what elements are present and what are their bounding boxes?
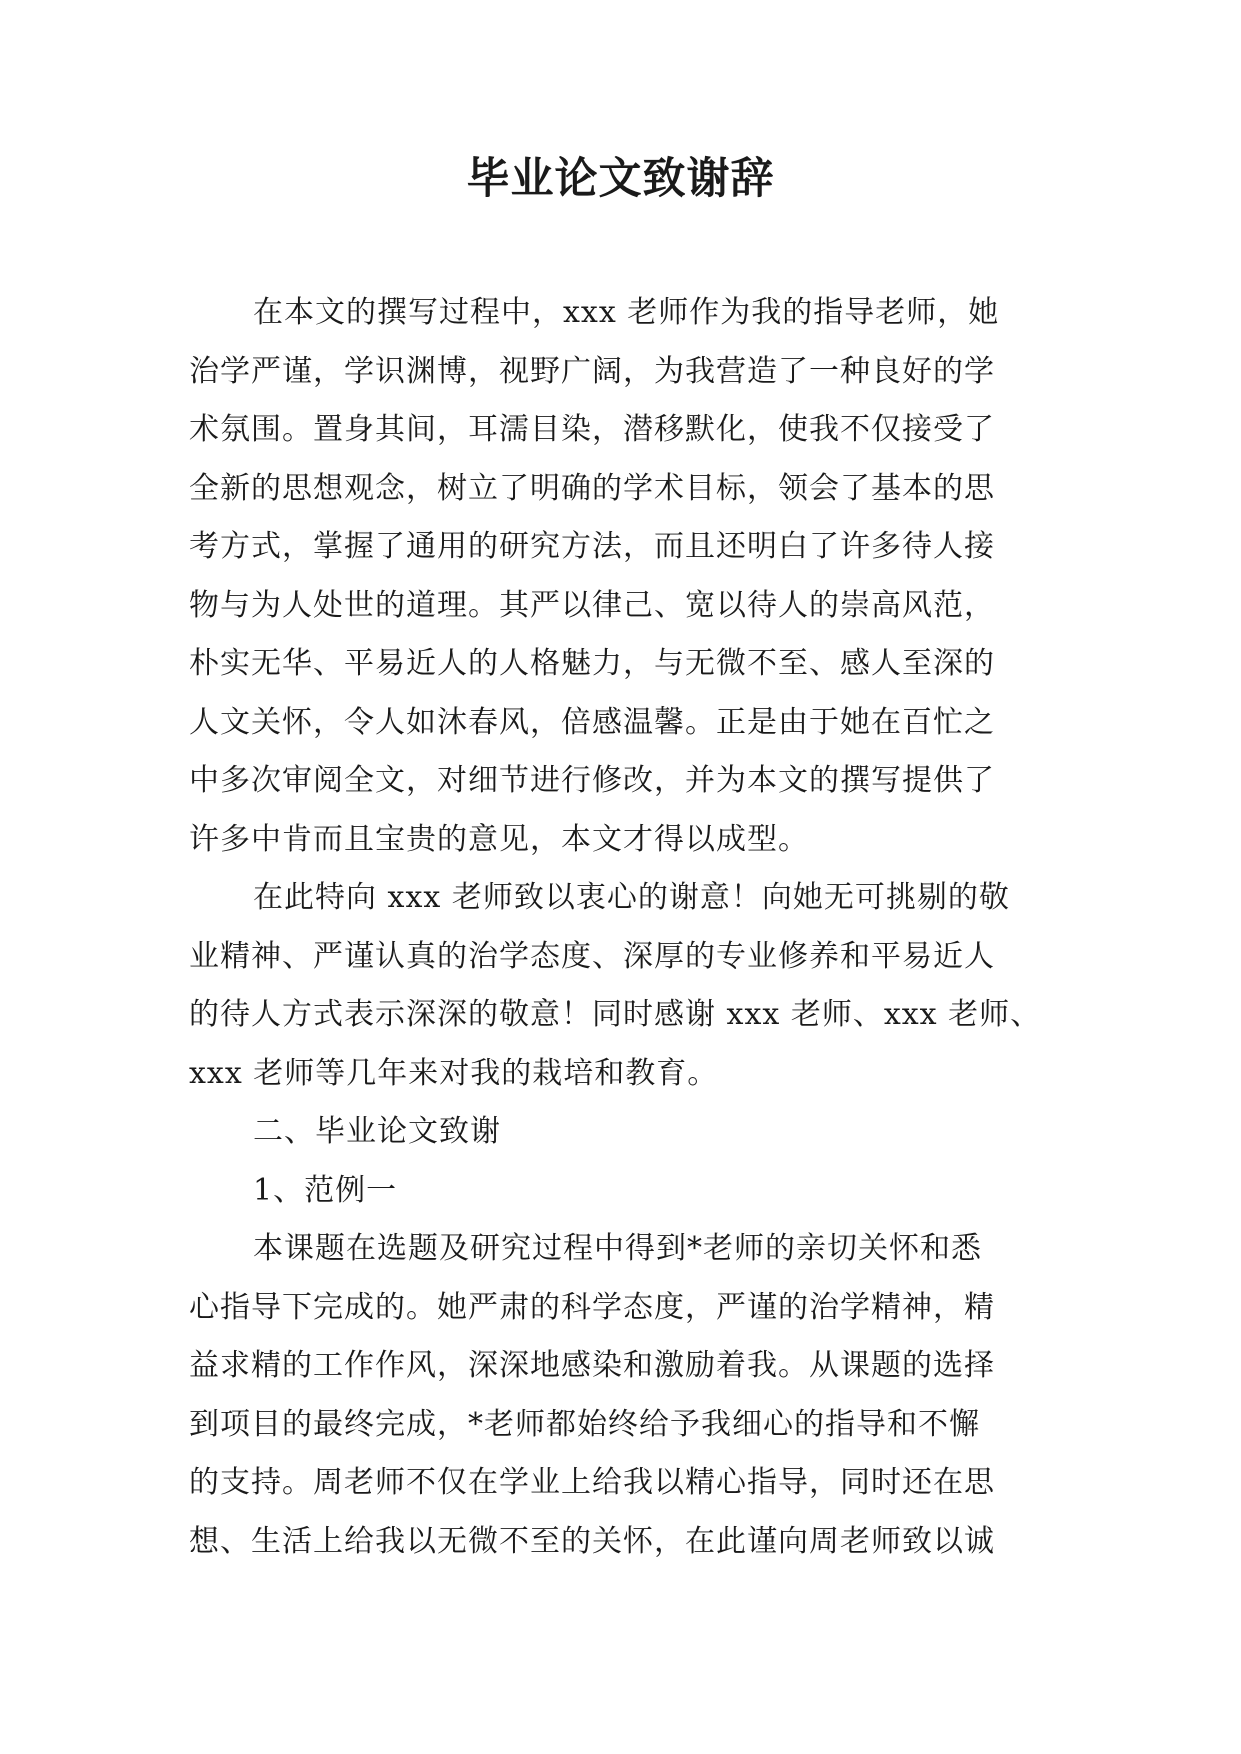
paragraph-line: 朴实无华、平易近人的人格魅力，与无微不至、感人至深的 xyxy=(189,646,995,681)
paragraph-line: 益求精的工作作风，深深地感染和激励着我。从课题的选择 xyxy=(189,1348,995,1383)
paragraph-line: 人文关怀，令人如沐春风，倍感温馨。正是由于她在百忙之 xyxy=(189,704,995,740)
document-body xyxy=(189,284,1049,1571)
paragraph-line: xxx 老师等几年来对我的栽培和教育。 xyxy=(189,1055,719,1091)
paragraph-line: 在此特向 xxx 老师致以衷心的谢意！向她无可挑剔的敬 xyxy=(253,880,1010,915)
section-heading: 二、毕业论文致谢 xyxy=(253,1114,501,1149)
document-title: 毕业论文致谢辞 xyxy=(466,154,775,204)
paragraph-line: 中多次审阅全文，对细节进行修改，并为本文的撰写提供了 xyxy=(189,763,995,798)
paragraph-line: 心指导下完成的。她严肃的科学态度，严谨的治学精神，精 xyxy=(189,1289,995,1325)
paragraph-line: 想、生活上给我以无微不至的关怀，在此谨向周老师致以诚 xyxy=(189,1523,995,1559)
paragraph-line: 考方式，掌握了通用的研究方法，而且还明白了许多待人接 xyxy=(189,529,995,564)
subsection-heading: 1、范例一 xyxy=(253,1172,398,1208)
paragraph-line: 治学严谨，学识渊博，视野广阔，为我营造了一种良好的学 xyxy=(189,353,995,389)
paragraph-line: 在本文的撰写过程中，xxx 老师作为我的指导老师，她 xyxy=(253,295,1000,330)
paragraph-line: 的支持。周老师不仅在学业上给我以精心指导，同时还在思 xyxy=(189,1465,995,1500)
paragraph-line: 物与为人处世的道理。其严以律己、宽以待人的崇高风范， xyxy=(189,587,995,623)
paragraph-line: 本课题在选题及研究过程中得到*老师的亲切关怀和悉 xyxy=(253,1231,982,1266)
paragraph-line: 术氛围。置身其间，耳濡目染，潜移默化，使我不仅接受了 xyxy=(189,412,995,447)
paragraph-line: 许多中肯而且宝贵的意见，本文才得以成型。 xyxy=(189,821,809,857)
paragraph-line: 的待人方式表示深深的敬意！同时感谢 xxx 老师、xxx 老师、 xyxy=(189,997,1042,1032)
paragraph-line: 到项目的最终完成，*老师都始终给予我细心的指导和不懈 xyxy=(189,1406,980,1442)
paragraph-line: 全新的思想观念，树立了明确的学术目标，领会了基本的思 xyxy=(189,470,995,506)
paragraph-line: 业精神、严谨认真的治学态度、深厚的专业修养和平易近人 xyxy=(189,938,995,974)
